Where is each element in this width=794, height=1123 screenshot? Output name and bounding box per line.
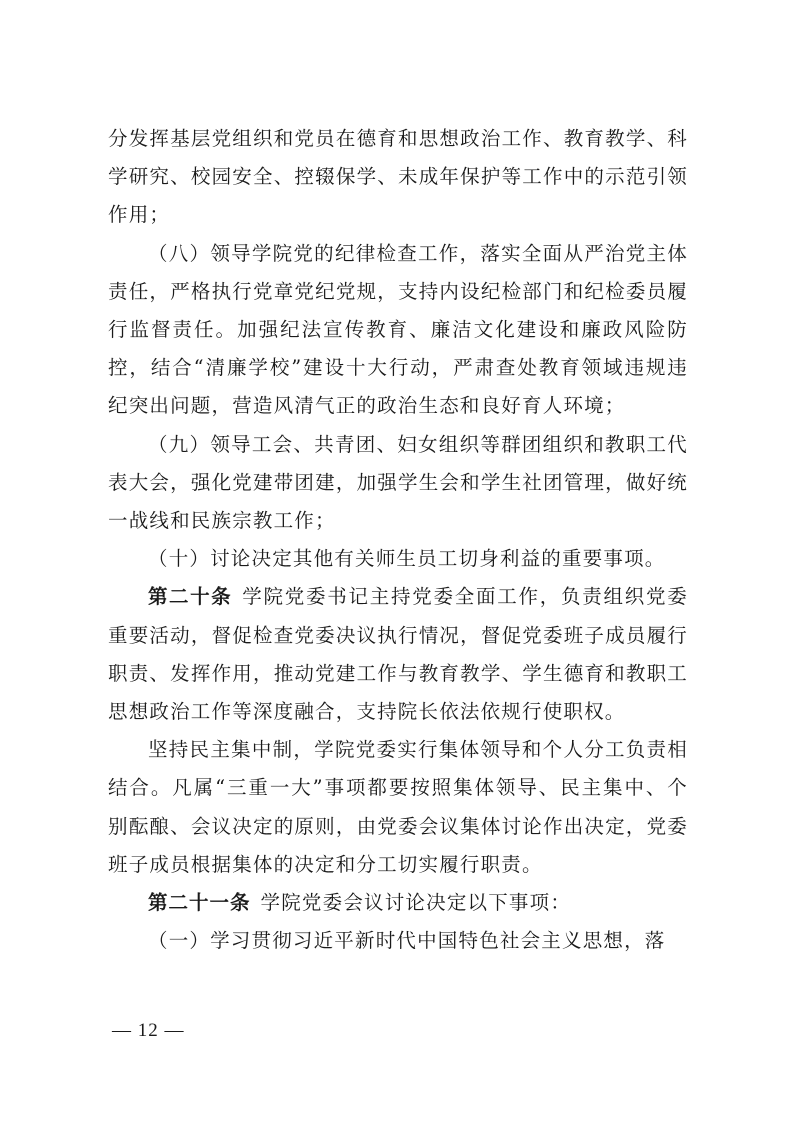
article-20 bbox=[108, 578, 688, 731]
article-20-text: 学院党委书记主持党委全面工作，负责组织党委重要活动，督促检查党委决议执行情况，督促党委班子成员履行职责、发挥作用，推动党建工作与教育教学、学生德育和教职工思想政治工作等深度融合，支持院长依法依规行使职权。 bbox=[108, 585, 688, 724]
document-body bbox=[108, 120, 688, 960]
paragraph-democratic-centralism: 坚持民主集中制，学院党委实行集体领导和个人分工负责相结合。凡属“三重一大”事项都要按照集体领导、民主集中、个别酝酿、会议决定的原则，由党委会议集体讨论作出决定，党委班子成员根据集体的决定和分工切实履行职责。 bbox=[108, 738, 688, 876]
paragraph-item-10: （十）讨论决定其他有关师生员工切身利益的重要事项。 bbox=[148, 547, 666, 571]
article-21-text: 学院党委会议讨论决定以下事项： bbox=[260, 891, 572, 915]
paragraph-continuation: 分发挥基层党组织和党员在德育和思想政治工作、教育教学、科学研究、校园安全、控辍保学、未成年保护等工作中的示范引领作用； bbox=[108, 127, 688, 227]
paragraph-item-9: （九）领导工会、共青团、妇女组织等群团组织和教职工代表大会，强化党建带团建，加强学生会和学生社团管理，做好统一战线和民族宗教工作； bbox=[108, 432, 688, 533]
article-21 bbox=[108, 884, 688, 922]
paragraph-item-8: （八）领导学院党的纪律检查工作，落实全面从严治党主体责任，严格执行党章党纪党规，支持内设纪检部门和纪检委员履行监督责任。加强纪法宣传教育、廉洁文化建设和廉政风险防控，结合“清廉学校”建设十大行动，严肃查处教育领域违规违纪突出问题，营造风清气正的政治生态和良好育人环境； bbox=[108, 241, 688, 418]
page-number: — 12 — bbox=[112, 1020, 185, 1041]
article-20-label: 第二十条 bbox=[148, 585, 233, 609]
article-21-label: 第二十一条 bbox=[148, 891, 251, 915]
paragraph-item-1: （一）学习贯彻习近平新时代中国特色社会主义思想，落 bbox=[148, 929, 666, 953]
